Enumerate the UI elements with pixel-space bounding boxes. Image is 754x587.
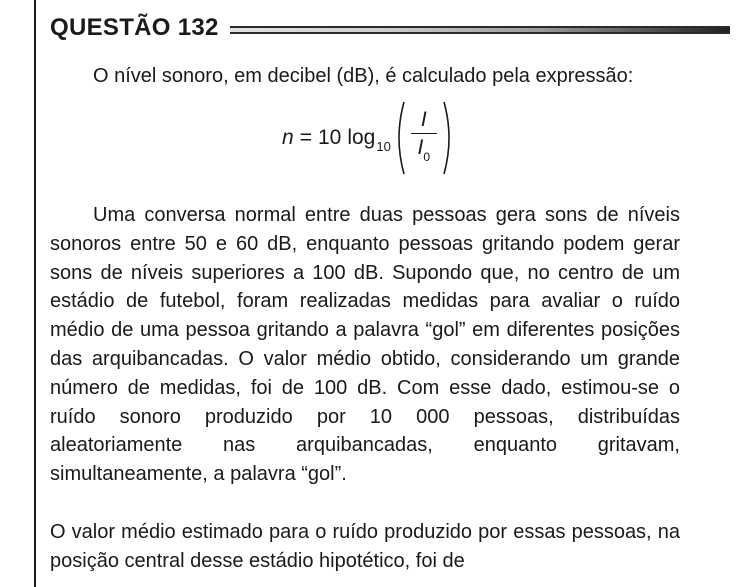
formula-coefficient: 10 bbox=[317, 126, 342, 149]
right-parenthesis bbox=[442, 100, 456, 176]
left-margin-rule bbox=[34, 0, 36, 587]
header-decorative-bar bbox=[230, 26, 730, 34]
fraction-numerator: I bbox=[420, 107, 427, 131]
question-header bbox=[50, 12, 740, 46]
question-prompt: O valor médio estimado para o ruído produzido por essas pessoas, na posição central desse estádio hipotético, foi de bbox=[50, 521, 680, 572]
formula-lhs: n bbox=[282, 126, 294, 149]
formula-log-base: 10 bbox=[376, 138, 391, 154]
decibel-formula bbox=[282, 98, 457, 178]
fraction-denominator bbox=[412, 134, 437, 169]
body-paragraph: Uma conversa normal entre duas pessoas gera sons de níveis sonoros entre 50 e 60 dB, enquanto pessoas gritando podem gerar sons de níveis superiores a 100 dB. Supondo que, no centro de um estádio de futebol, foram realizadas medidas para avaliar o ruído médio de uma pessoa gritando a palavra “gol” em diferentes posições das arquibancadas. O valor médio obtido, considerando um grande número de medidas, foi de 100 dB. Com esse dado, estimou-se o ruído sonoro produzido por 10 000 pessoas, distribuídas aleatoriamente nas arquibancadas, enquanto gritavam, simultaneamente, a palavra “gol”. bbox=[50, 204, 680, 486]
left-parenthesis bbox=[392, 100, 406, 176]
question-title: QUESTÃO 132 bbox=[50, 14, 219, 41]
formula-fraction bbox=[407, 107, 441, 170]
intro-paragraph: O nível sonoro, em decibel (dB), é calculado pela expressão: bbox=[93, 65, 634, 87]
formula-equals: = bbox=[299, 126, 312, 149]
denominator-subscript: 0 bbox=[423, 150, 431, 165]
denominator-symbol: I bbox=[417, 136, 424, 160]
formula-log: log bbox=[347, 126, 376, 149]
